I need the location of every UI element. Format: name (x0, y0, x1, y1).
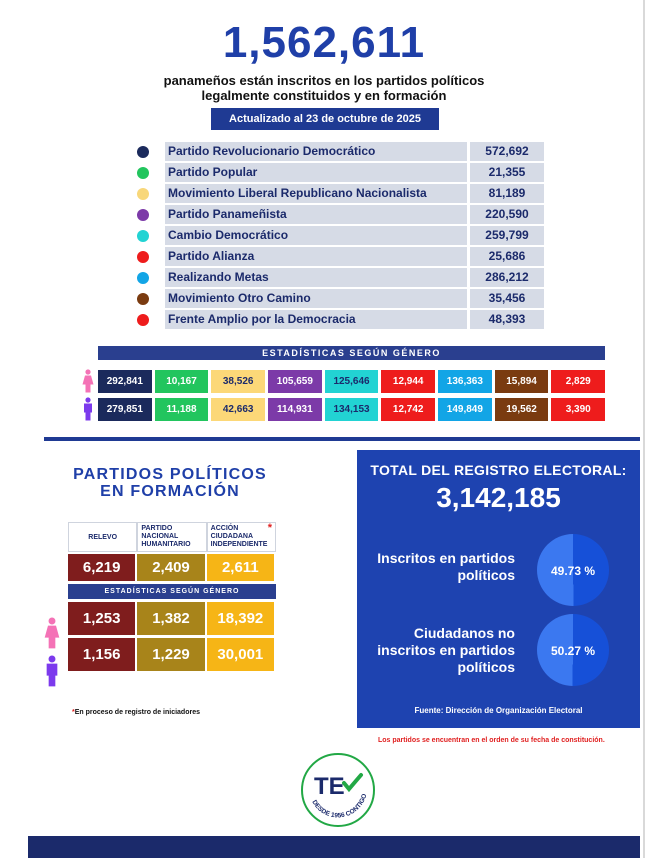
party-color-dot (137, 209, 149, 221)
formation-title-line-2: EN FORMACIÓN (100, 483, 240, 500)
logo-ring-text: DESDE 1956 CONTIGO (310, 793, 369, 820)
gender-cell: 38,526 (211, 370, 265, 393)
formation-header-aci (207, 522, 276, 552)
formation-value: 2,409 (137, 554, 206, 581)
party-members: 48,393 (470, 310, 544, 329)
gender-row-women (98, 370, 605, 393)
gender-cell: 11,188 (155, 398, 209, 421)
gender-cell: 19,562 (495, 398, 549, 421)
party-list (137, 141, 545, 330)
not-inscribed-label: Ciudadanos no inscritos en partidos políticos (377, 625, 515, 675)
party-name: Partido Revolucionario Democrático (165, 142, 467, 161)
party-members: 35,456 (470, 289, 544, 308)
formation-header-row (68, 522, 276, 552)
party-row (137, 288, 545, 309)
party-name: Partido Popular (165, 163, 467, 182)
party-members: 81,189 (470, 184, 544, 203)
formation-value: 1,156 (68, 638, 137, 671)
party-members: 25,686 (470, 247, 544, 266)
formation-totals-row (68, 554, 276, 581)
not-inscribed-pct: 50.27 % (550, 644, 596, 658)
woman-icon (82, 369, 94, 393)
party-color-dot (137, 272, 149, 284)
party-members: 21,355 (470, 163, 544, 182)
gender-cell: 114,931 (268, 398, 322, 421)
man-icon (82, 397, 94, 421)
gender-cell: 279,851 (98, 398, 152, 421)
page-edge-line (643, 0, 645, 858)
gender-cell: 134,153 (325, 398, 379, 421)
footnote-asterisk: * (72, 709, 75, 716)
footer-bar (28, 836, 640, 858)
formation-value: 6,219 (68, 554, 137, 581)
party-color-dot (137, 293, 149, 305)
party-color-dot (137, 314, 149, 326)
electoral-registry-panel (357, 450, 640, 728)
party-color-dot (137, 251, 149, 263)
formation-header-relevo: RELEVO (68, 522, 137, 552)
party-row (137, 141, 545, 162)
total-inscribed-number: 1,562,611 (222, 18, 426, 67)
party-color-dot (137, 230, 149, 242)
formation-header-pnh: PARTIDO NACIONAL HUMANITARIO (137, 522, 206, 552)
registry-total: 3,142,185 (436, 482, 561, 513)
party-color-dot (137, 146, 149, 158)
formation-value: 2,611 (207, 554, 276, 581)
gender-cell: 12,742 (381, 398, 435, 421)
registry-title: TOTAL DEL REGISTRO ELECTORAL: (370, 462, 627, 478)
tribunal-electoral-logo (300, 752, 376, 828)
gender-cell: 42,663 (211, 398, 265, 421)
party-row (137, 162, 545, 183)
gender-row-men (98, 398, 605, 421)
party-row (137, 225, 545, 246)
gender-cell: 105,659 (268, 370, 322, 393)
party-name: Realizando Metas (165, 268, 467, 287)
party-name: Movimiento Liberal Republicano Nacionalista (165, 184, 467, 203)
section-divider (44, 437, 640, 441)
registry-source: Fuente: Dirección de Organización Electoral (414, 706, 583, 715)
gender-cell: 149,849 (438, 398, 492, 421)
formation-table (68, 522, 276, 671)
gender-cell: 12,944 (381, 370, 435, 393)
party-name: Movimiento Otro Camino (165, 289, 467, 308)
inscribed-pct: 49.73 % (550, 564, 596, 578)
formation-header-aci-label: ACCIÓN CIUDADANA INDEPENDIENTE (210, 525, 268, 548)
formation-row-men (68, 638, 276, 671)
order-note: Los partidos se encuentran en el orden de su fecha de constitución. (378, 737, 605, 744)
party-name: Partido Alianza (165, 247, 467, 266)
formation-value: 30,001 (207, 638, 276, 671)
party-color-dot (137, 167, 149, 179)
headline-line-2: legalmente constituidos y en formación (201, 88, 447, 103)
updated-date-banner: Actualizado al 23 de octubre de 2025 (211, 108, 439, 130)
footnote-text: En proceso de registro de iniciadores (74, 709, 200, 716)
party-row (137, 267, 545, 288)
gender-cell: 136,363 (438, 370, 492, 393)
gender-cell: 15,894 (495, 370, 549, 393)
formation-gender-title: ESTADÍSTICAS SEGÚN GÉNERO (68, 584, 276, 599)
gender-cell: 125,646 (325, 370, 379, 393)
woman-icon (44, 616, 60, 650)
gender-cell: 10,167 (155, 370, 209, 393)
party-members: 220,590 (470, 205, 544, 224)
formation-title-line-1: PARTIDOS POLÍTICOS (73, 466, 267, 483)
logo-text: TE (314, 773, 345, 800)
inscribed-label: Inscritos en partidos políticos (377, 550, 515, 583)
party-color-dot (137, 188, 149, 200)
formation-row-women (68, 602, 276, 635)
formation-value: 18,392 (207, 602, 276, 635)
party-members: 572,692 (470, 142, 544, 161)
party-row (137, 204, 545, 225)
formation-title (50, 466, 290, 500)
formation-asterisk: * (267, 522, 272, 534)
man-icon (44, 654, 60, 688)
gender-cell: 292,841 (98, 370, 152, 393)
party-name: Frente Amplio por la Democracia (165, 310, 467, 329)
formation-value: 1,382 (137, 602, 206, 635)
party-row (137, 246, 545, 267)
party-name: Cambio Democrático (165, 226, 467, 245)
formation-value: 1,229 (137, 638, 206, 671)
party-members: 259,799 (470, 226, 544, 245)
party-row (137, 309, 545, 330)
party-row (137, 183, 545, 204)
party-name: Partido Panameñista (165, 205, 467, 224)
party-members: 286,212 (470, 268, 544, 287)
gender-cell: 3,390 (551, 398, 605, 421)
formation-value: 1,253 (68, 602, 137, 635)
formation-footnote (72, 709, 200, 716)
headline-line-1: panameños están inscritos en los partidos políticos (163, 73, 485, 88)
gender-cell: 2,829 (551, 370, 605, 393)
gender-stats-title: ESTADÍSTICAS SEGÚN GÉNERO (98, 346, 605, 360)
